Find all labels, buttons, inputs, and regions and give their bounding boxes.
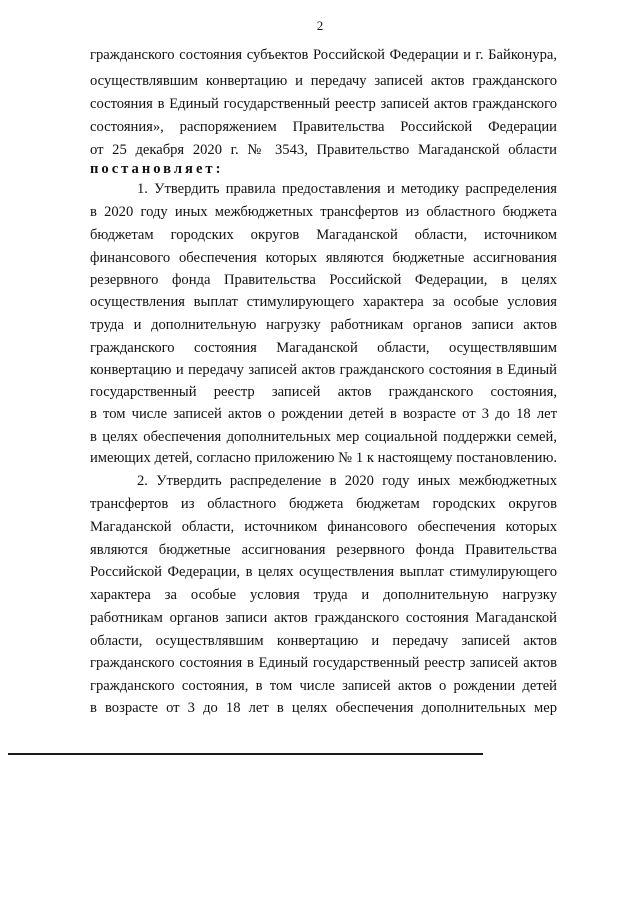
text-line: работникам органов записи актов гражданского состояния Магаданской (90, 610, 557, 626)
text-line: в 2020 году иных межбюджетных трансфертов из областного бюджета (90, 204, 557, 220)
text-line: резервного фонда Правительства Российской Федерации, в целях (90, 272, 557, 288)
text-line: Магаданской области, источником финансового обеспечения которых (90, 519, 557, 535)
text-line: труда и дополнительную нагрузку работникам органов записи актов (90, 317, 557, 333)
text-line: конвертацию и передачу записей актов гражданского состояния в Единый (90, 362, 557, 378)
text-line: состояния», распоряжением Правительства Российской Федерации (90, 119, 557, 135)
decree-word: постановляет: (90, 161, 224, 177)
text-line: государственный реестр записей актов гражданского состояния, (90, 384, 557, 400)
text-line: Российской Федерации, в целях осуществления выплат стимулирующего (90, 564, 557, 580)
text-line: финансового обеспечения которых являются бюджетные ассигнования (90, 250, 557, 266)
text-line: являются бюджетные ассигнования резервного фонда Правительства (90, 542, 557, 558)
text-line: осуществлявшим конвертацию и передачу записей актов гражданского (90, 73, 557, 89)
text-line: гражданского состояния, в том числе записей актов о рождении детей (90, 678, 557, 694)
text-line: от 25 декабря 2020 г. № 3543, Правительство Магаданской области (90, 142, 557, 158)
text-line: имеющих детей, согласно приложению № 1 к настоящему постановлению. (90, 450, 557, 466)
text-line: гражданского состояния Магаданской области, осуществлявшим (90, 340, 557, 356)
text-line: в возрасте от 3 до 18 лет в целях обеспечения дополнительных мер (90, 700, 557, 716)
page-number: 2 (316, 18, 324, 33)
text-line: 1. Утвердить правила предоставления и методику распределения (137, 181, 557, 197)
text-line: области, осуществлявшим конвертацию и передачу записей актов (90, 633, 557, 649)
text-line: бюджетам городских округов Магаданской области, источником (90, 227, 557, 243)
footer-divider (8, 753, 483, 755)
text-line: трансфертов из областного бюджета бюджетам городских округов (90, 496, 557, 512)
text-line: в том числе записей актов о рождении детей в возрасте от 3 до 18 лет (90, 406, 557, 422)
text-line: гражданского состояния в Единый государственный реестр записей актов (90, 655, 557, 671)
text-line: состояния в Единый государственный реестр записей актов гражданского (90, 96, 557, 112)
text-line: характера за особые условия труда и дополнительную нагрузку (90, 587, 557, 603)
text-line: осуществления выплат стимулирующего характера за особые условия (90, 294, 557, 310)
text-line: гражданского состояния субъектов Российской Федерации и г. Байконура, (90, 47, 557, 63)
text-line: в целях обеспечения дополнительных мер социальной поддержки семей, (90, 429, 557, 445)
text-line: 2. Утвердить распределение в 2020 году иных межбюджетных (137, 473, 557, 489)
